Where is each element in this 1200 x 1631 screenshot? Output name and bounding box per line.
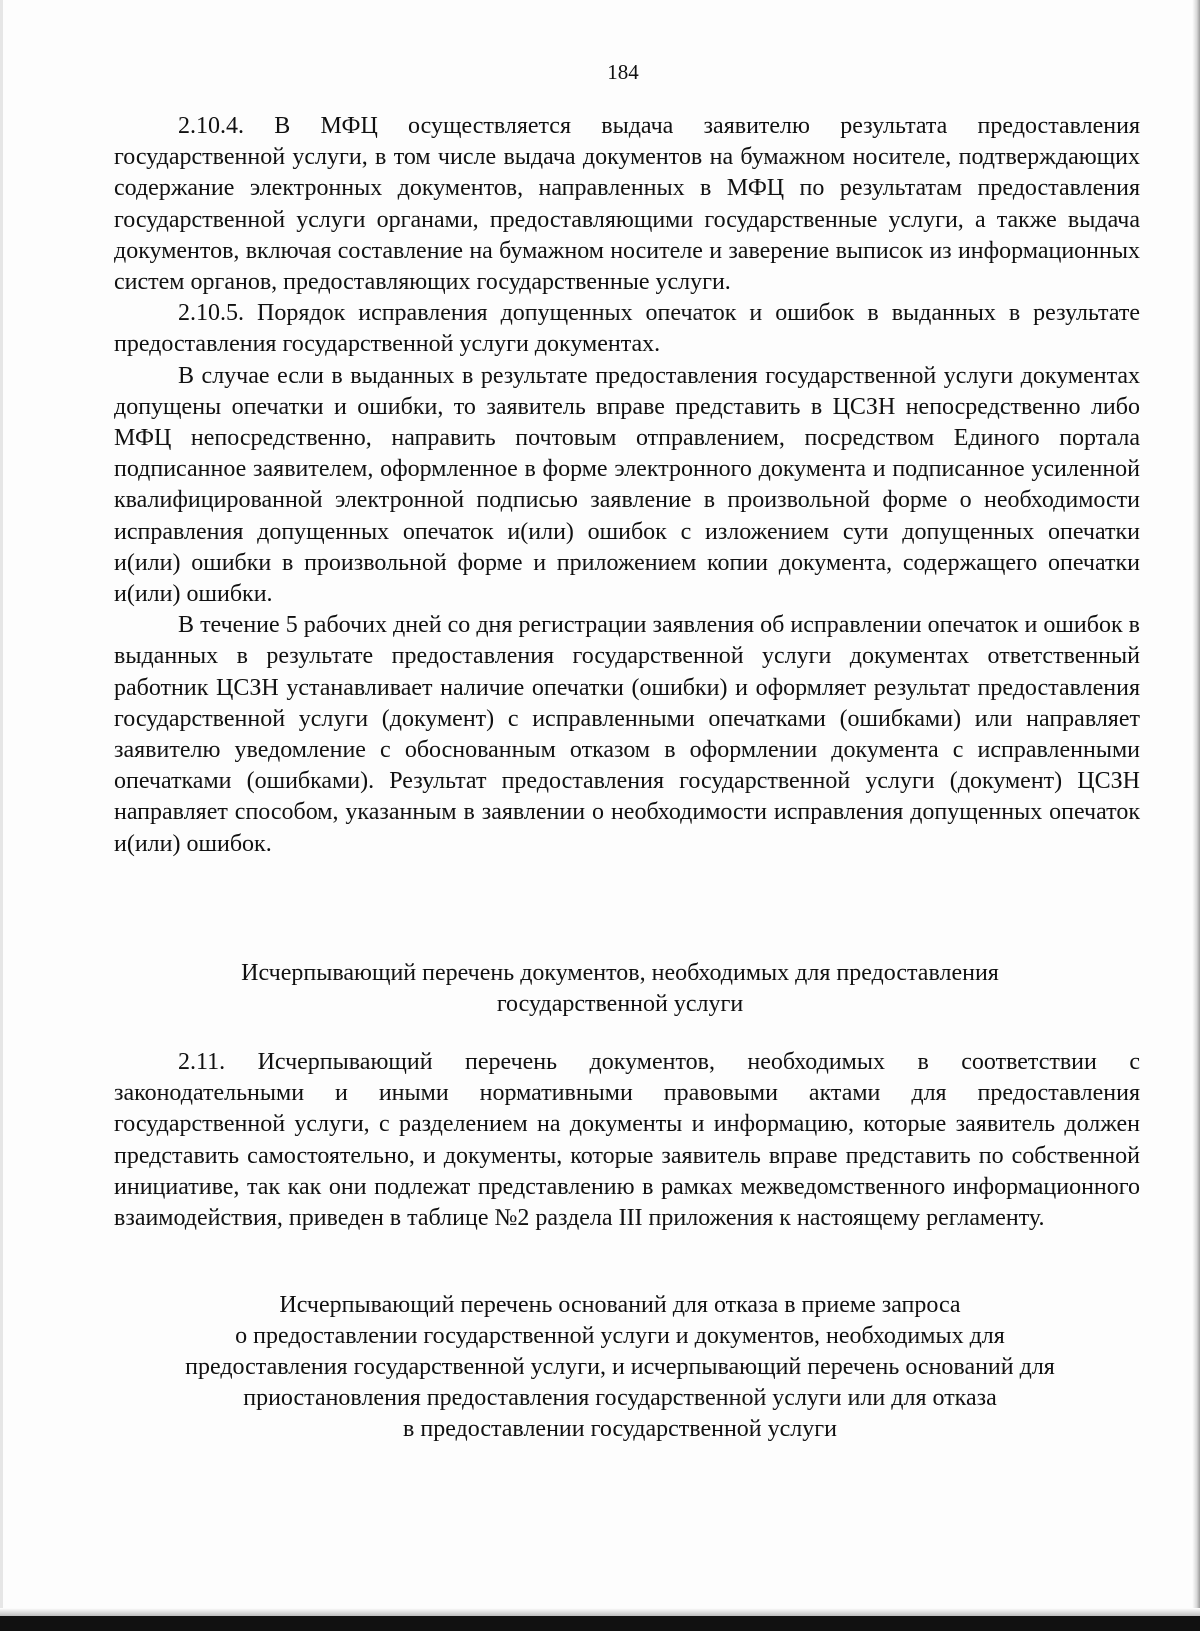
heading-line: предоставления государственной услуги, и исчерпывающий перечень оснований для (185, 1354, 1055, 1380)
heading-documents-list (100, 958, 1140, 1020)
paragraph-2-10-4: 2.10.4. В МФЦ осуществляется выдача заявителю результата предоставления государственной услуги, в том числе выдача документов на бумажном носителе, подтверждающих содержание электронных документов, направленных в МФЦ по результатам предоставления государственной услуги органами, предоставляющими государственные услуги, а также выдача документов, включая составление на бумажном носителе и заверение выписок из информационных систем органов, предоставляющих государственные услуги. (114, 113, 1140, 296)
scan-bottom-shadow (0, 1608, 1200, 1616)
page-number: 184 (607, 60, 639, 84)
scan-edge-right (1192, 0, 1200, 1631)
section-2-10-body (114, 111, 1140, 860)
scan-edge-left (0, 0, 3, 1631)
heading-refusal-grounds (100, 1290, 1140, 1445)
paragraph-2-11: 2.11. Исчерпывающий перечень документов, необходимых в соответствии с законодательными и иными нормативными правовыми актами для предоставления государственной услуги, с разделением на документы и информацию, которые заявитель должен представить самостоятельно, и документы, которые заявитель вправе представить по собственной инициативе, так как они подлежат представлению в рамках межведомственного информационного взаимодействия, приведен в таблице №2 раздела III приложения к настоящему регламенту. (114, 1049, 1140, 1232)
heading-line: о предоставлении государственной услуги и документов, необходимых для (235, 1323, 1005, 1349)
heading-line: Исчерпывающий перечень оснований для отказа в приеме запроса (279, 1292, 961, 1318)
paragraph-2-10-5: 2.10.5. Порядок исправления допущенных опечаток и ошибок в выданных в результате предоставления государственной услуги документах. (114, 300, 1140, 358)
heading-line: Исчерпывающий перечень документов, необходимых для предоставления (241, 960, 999, 986)
section-2-11-body (114, 1047, 1140, 1234)
heading-line: государственной услуги (496, 991, 744, 1017)
paragraph-correction-deadline: В течение 5 рабочих дней со дня регистрации заявления об исправлении опечаток и ошибок в выданных в результате предоставления государственной услуги документах ответственный работник ЦСЗН устанавливает наличие опечатки (ошибки) и оформляет результат предоставления государственной услуги (документ) с исправленными опечатками (ошибками) или направляет заявителю уведомление с обоснованным отказом в оформлении документа с исправленными опечатками (ошибками). Результат предоставления государственной услуги (документ) ЦСЗН направляет способом, указанным в заявлении о необходимости исправления допущенных опечаток и(или) ошибок. (114, 612, 1140, 857)
scan-bottom-border (0, 1616, 1200, 1631)
heading-line: в предоставлении государственной услуги (403, 1416, 837, 1442)
paragraph-correction-request: В случае если в выданных в результате предоставления государственной услуги документах допущены опечатки и ошибки, то заявитель вправе представить в ЦСЗН непосредственно либо МФЦ непосредственно, направить почтовым отправлением, посредством Единого портала подписанное заявителем, оформленное в форме электронного документа и подписанное усиленной квалифицированной электронной подписью заявление в произвольной форме о необходимости исправления допущенных опечаток и(или) ошибок с изложением сути допущенных опечатки и(или) ошибки в произвольной форме и приложением копии документа, содержащего опечатки и(или) ошибки. (114, 362, 1140, 608)
heading-line: приостановления предоставления государственной услуги или для отказа (243, 1385, 997, 1411)
